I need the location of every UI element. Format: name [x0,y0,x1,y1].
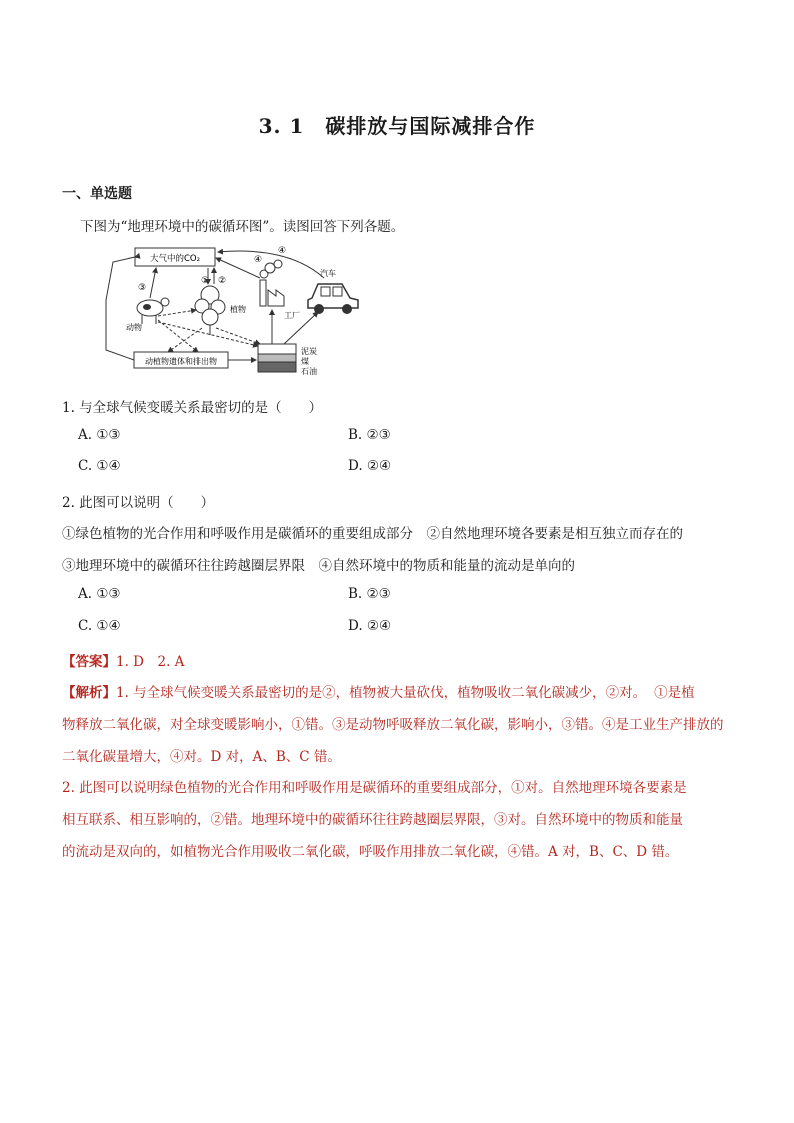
section-heading: 一、单选题 [62,186,132,202]
factory-icon [260,260,284,306]
marker-1: ① [201,276,210,286]
answer-text: 1. D 2. A [116,654,185,670]
q2-statement-2: ③地理环境中的碳循环往往跨越圈层界限 ④自然环境中的物质和能量的流动是单向的 [62,558,575,574]
marker-4b: ④ [278,246,287,256]
q1-option-b: B. ②③ [348,427,391,443]
animals-label: 动物 [126,323,142,332]
analysis-line-3: 二氧化碳量增大，④对。D 对，A、B、C 错。 [62,749,341,765]
q2-statement-1: ①绿色植物的光合作用和呼吸作用是碳循环的重要组成部分 ②自然地理环境各要素是相互独立而存在的 [62,526,683,542]
analysis-line-4: 2. 此图可以说明绿色植物的光合作用和呼吸作用是碳循环的重要组成部分，①对。自然地理环境各要素是 [62,780,687,796]
q2-option-c: C. ①④ [78,618,121,634]
q2-option-a: A. ①③ [78,586,121,602]
car-label: 汽车 [320,269,336,278]
fossil-fuel-stack [258,344,296,372]
q1-option-a: A. ①③ [78,427,121,443]
coal-label: 煤 [301,357,309,366]
peat-label: 泥炭 [301,347,317,356]
carbon-cycle-diagram [98,240,368,380]
analysis-line-2: 物释放二氧化碳，对全球变暖影响小，①错。③是动物呼吸释放二氧化碳，影响小，③错。④是工业生产排放的 [62,717,724,733]
cow-icon [137,298,169,324]
analysis-line-6: 的流动是双向的，如植物光合作用吸收二氧化碳，呼吸作用排放二氧化碳，④错。A 对，B、C、D 错。 [62,844,679,860]
question-1-stem: 1. 与全球气候变暖关系最密切的是（ ） [62,400,323,416]
analysis-label: 【解析】 [62,685,116,701]
animal-to-atmosphere-arrow [150,268,156,298]
loop-left-arrow [106,257,135,360]
answer-line [62,650,184,670]
remains-label: 动植物遗体和排出物 [145,357,217,366]
plant-icon [195,286,225,335]
car-icon [308,284,358,314]
q1-option-c: C. ①④ [78,458,121,474]
analysis-text-1b: ①是植 [654,685,695,701]
analysis-line-5: 相互联系、相互影响的，②错。地理环境中的碳循环往往跨越圈层界限，③对。自然环境中的物质和能量 [62,812,683,828]
oil-label: 石油 [301,367,317,376]
question-2-stem: 2. 此图可以说明（ ） [62,495,215,511]
intro-text: 下图为“地理环境中的碳循环图”。读图回答下列各题。 [80,219,405,235]
marker-3: ③ [138,283,147,293]
analysis-text-1a: 1. 与全球气候变暖关系最密切的是②，植物被大量砍伐，植物吸收二氧化碳减少，②对。 [116,685,647,701]
q2-option-d: D. ②④ [348,618,392,634]
factory-label: 工厂 [284,311,300,320]
plants-label: 植物 [230,305,246,314]
analysis-line-1 [62,681,695,701]
atmosphere-label: 大气中的CO₂ [149,254,201,264]
page-title: 3. 1 碳排放与国际减排合作 [258,114,536,138]
q2-option-b: B. ②③ [348,586,391,602]
q1-option-d: D. ②④ [348,458,392,474]
marker-4a: ④ [254,255,263,265]
marker-2: ② [218,276,227,286]
answer-label: 【答案】 [62,654,116,670]
